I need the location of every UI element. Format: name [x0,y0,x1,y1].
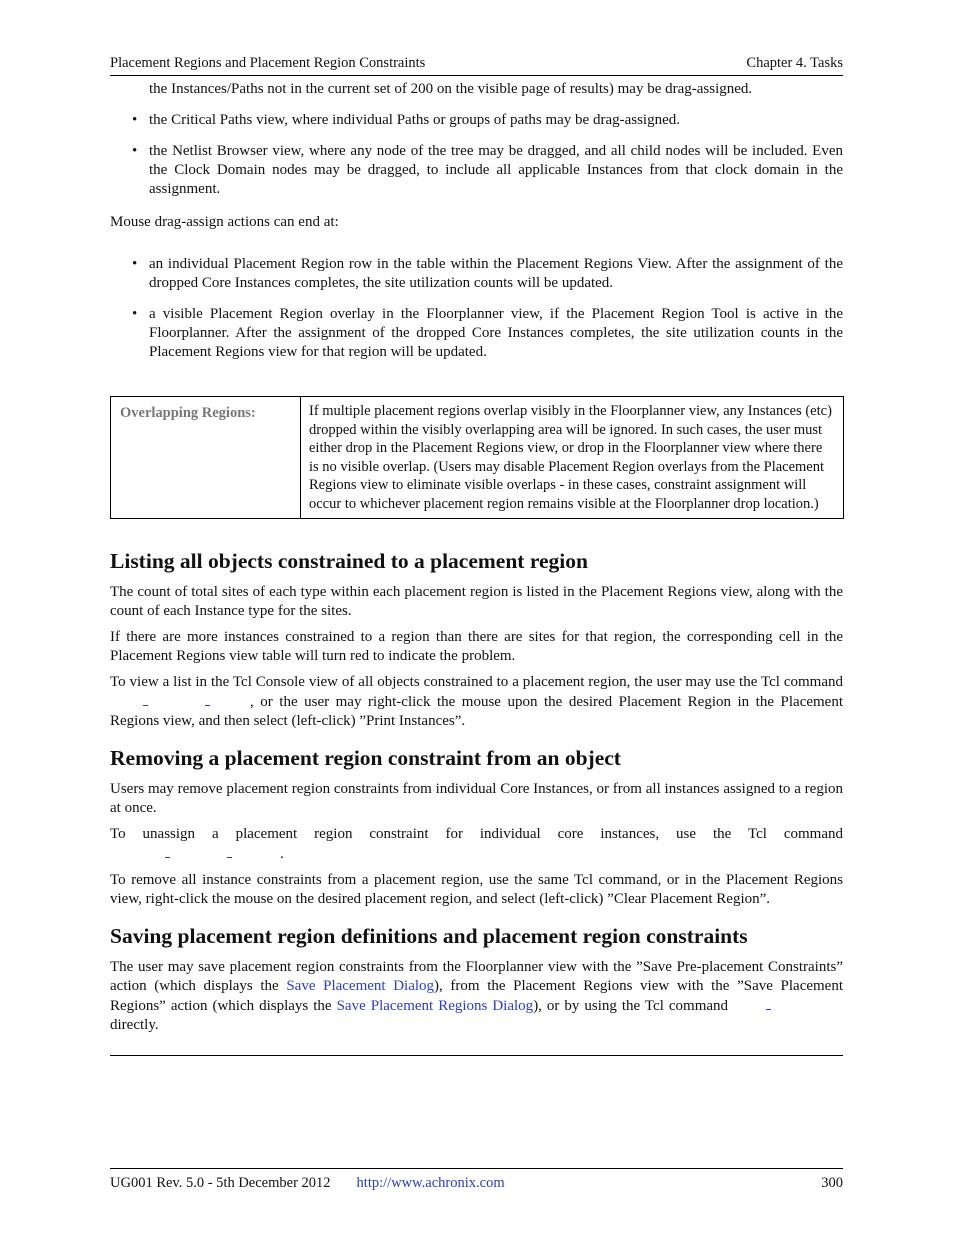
paragraph: If there are more instances constrained to a region than there are sites for that region, the corresponding cell in the Placement Regions view table will turn red to indicate the problem. [110,629,843,664]
section-heading: Removing a placement region constraint from an object [110,746,621,770]
list-item: • the Netlist Browser view, where any node of the tree may be dragged, and all child nodes will be included. Even the Clock Domain nodes may be dragged, to include all applicable Instances from that clock domain in the assignment. [110,142,843,199]
tcl-command-link[interactable] [110,692,250,706]
section-saving [110,923,843,1035]
section-heading: Listing all objects constrained to a placement region [110,549,588,573]
paragraph: Users may remove placement region constraints from individual Core Instances, or from all instances assigned to a region at once. [110,781,843,816]
footer-url-link[interactable]: http://www.achronix.com [356,1175,505,1191]
intro-continuation [110,80,843,99]
footer-doc-id: UG001 Rev. 5.0 - 5th December 2012 [110,1175,331,1191]
section-removing [110,745,843,909]
text: directly. [110,1017,159,1033]
text: , or the user may right-click the mouse upon the desired Placement Region in the Placement Regions view, and then select (left-click) ”Print Instances”. [110,694,843,729]
note-text: If multiple placement regions overlap visibly in the Floorplanner view, any Instances (etc) dropped within the visibly overlapping area will be ignored. In such cases, the user must either drop in the Placement Regions view, or drop in the Floorplanner view where there is no visible overlap. (Users may disable Placement Region overlays from the Placement Regions view to eliminate visible overlaps - in these cases, constraint assignment will occur to whichever placement region remains visible at the Floorplanner drop location.) [309,403,832,512]
save-placement-dialog-link[interactable]: Save Placement Dialog [286,978,435,994]
page-number: 300 [821,1175,843,1191]
header-section-title: Placement Regions and Placement Region Constraints [110,55,426,71]
paragraph: The count of total sites of each type within each placement region is listed in the Placement Regions view, along with the count of each Instance type for the sites. [110,584,843,619]
start-bullet-list [110,111,843,199]
text: ), or by using the Tcl command [533,998,729,1014]
end-bullet-list [110,255,843,362]
list-item: • the Critical Paths view, where individual Paths or groups of paths may be drag-assigned. [110,111,843,130]
paragraph: To remove all instance constraints from a placement region, use the same Tcl command, or in the Placement Regions view, right-click the mouse on the desired placement region, and select (left-click) ”Clear Placement Region”. [110,872,843,907]
list-item: • a visible Placement Region overlay in the Floorplanner view, if the Placement Region Tool is active in the Floorplanner. After the assignment of the dropped Core Instances completes, the site utilization counts in the Placement Regions view for that region will be updated. [110,305,843,362]
text: To view a list in the Tcl Console view of all objects constrained to a placement region, the user may use the Tcl command [110,674,843,690]
text: . [280,846,284,862]
section-listing [110,548,843,731]
header-chapter: Chapter 4. Tasks [746,55,843,71]
intro-text: the Instances/Paths not in the current set of 200 on the visible page of results) may be drag-assigned. [149,81,753,97]
section-heading: Saving placement region definitions and placement region constraints [110,924,748,948]
save-placement-regions-dialog-link[interactable]: Save Placement Regions Dialog [336,998,534,1014]
footer-rule [110,1168,843,1192]
paragraph: To unassign a placement region constraint for individual core instances, use the Tcl command [110,826,843,842]
end-intro [110,213,843,232]
paragraph [110,673,843,731]
page-body [110,0,843,1056]
list-item: • an individual Placement Region row in the table within the Placement Regions View. After the assignment of the dropped Core Instances completes, the site utilization counts will be updated. [110,255,843,293]
page-footer [110,1169,843,1192]
note-label: Overlapping Regions: [111,397,301,518]
tcl-command-link[interactable] [110,844,280,858]
text: The user may save placement region constraints from the Floorplanner view with the ”Save Pre-placement Constraints” action (which displays the [110,959,843,994]
paragraph [110,958,843,1035]
content-end-rule [110,1055,843,1056]
text: ), from the Placement Regions view with the ”Save Placement Regions” action (which displays the [110,978,843,1014]
tcl-command-link[interactable] [733,996,843,1010]
end-intro-text: Mouse drag-assign actions can end at: [110,214,339,230]
paragraph [110,844,843,864]
note-box [110,396,844,519]
